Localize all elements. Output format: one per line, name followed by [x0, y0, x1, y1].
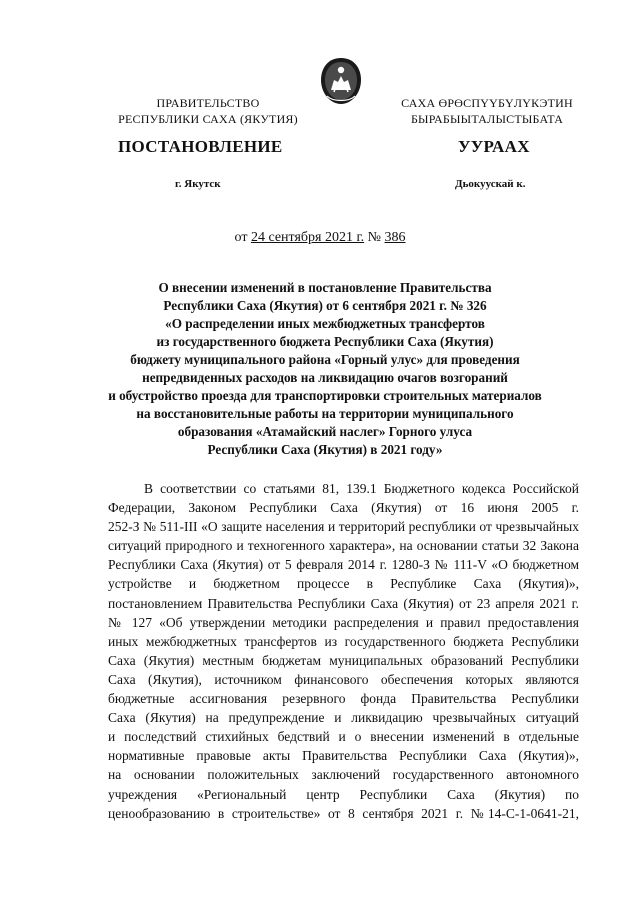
- title-line: Республики Саха (Якутия) от 6 сентября 2021 г. № 326: [163, 298, 487, 313]
- government-name-russian: [108, 95, 308, 127]
- org-line: БЫРАБЫЫТАЛЫСТЫБАТА: [410, 112, 564, 126]
- body-line: иных межбюджетных трансфертов из государственного бюджета Республики: [108, 633, 579, 649]
- body-line: нормативные правовые акты Правительства Республики Саха (Якутия)»,: [108, 748, 579, 764]
- title-line: из государственного бюджета Республики Саха (Якутия): [156, 334, 494, 349]
- body-line: на основании положительных заключений государственного автономного: [108, 767, 579, 783]
- body-line: № 127 «Об утверждении методики распределения и правил предоставления: [108, 614, 579, 630]
- body-line: и последствий стихийных бедствий и о внесении изменений в отдельные: [108, 729, 579, 745]
- body-line: Саха (Якутия) местным бюджетам муниципальных образований Республики: [108, 652, 579, 668]
- body-line: учреждения «Региональный центр Республики Саха (Якутия) по: [108, 786, 579, 802]
- body-line: бюджетные ассигнования резервного фонда Правительства Республики: [108, 691, 579, 707]
- document-type-russian: ПОСТАНОВЛЕНИЕ: [118, 137, 283, 156]
- org-line: РЕСПУБЛИКИ САХА (ЯКУТИЯ): [118, 112, 298, 126]
- body-line: Саха (Якутия) на предупреждение и ликвидацию чрезвычайных ситуаций: [108, 710, 579, 726]
- body-line: Саха (Якутия), источником финансового обеспечения которых являются: [108, 671, 579, 687]
- body-line: В соответствии со статьями 81, 139.1 Бюджетного кодекса Российской: [144, 481, 579, 496]
- body-line: Федерации, Законом Республики Саха (Якутия) от 16 июня 2005 г.: [108, 500, 579, 516]
- document-dateline: [0, 230, 640, 246]
- title-line: и обустройство проезда для транспортировки строительных материалов: [108, 388, 542, 403]
- body-line: ценообразованию в строительстве» от 8 сентября 2021 г. №14-С-1-0641-21,: [108, 805, 579, 821]
- document-type-sakha: УУРААХ: [458, 137, 530, 156]
- republic-emblem-icon: [318, 56, 364, 106]
- title-line: на восстановительные работы на территории муниципального: [136, 406, 514, 421]
- body-line: постановлением Правительства Республики Саха (Якутия) от 23 апреля 2021 г.: [108, 595, 579, 611]
- title-line: образования «Атамайский наслег» Горного улуса: [177, 424, 473, 439]
- document-number: 386: [384, 230, 406, 245]
- body-line: устройстве и бюджетном процессе в Республике Саха (Якутия)»,: [108, 576, 579, 592]
- city-sakha: Дьокуускай к.: [455, 178, 526, 190]
- document-title: [95, 279, 555, 459]
- org-line: ПРАВИТЕЛЬСТВО: [156, 96, 260, 110]
- title-line: Республики Саха (Якутия) в 2021 году»: [207, 442, 443, 457]
- title-line: «О распределении иных межбюджетных трансфертов: [165, 316, 485, 331]
- document-body: [108, 479, 579, 823]
- body-line: 252-З № 511-III «О защите населения и территорий республики от чрезвычайных: [108, 519, 579, 535]
- body-line: ситуаций природного и техногенного характера», на основании статьи 32 Закона: [108, 538, 579, 554]
- org-line: САХА ӨРӨСПҮҮБҮЛҮКЭТИН: [401, 96, 573, 110]
- city-russian: г. Якутск: [175, 178, 221, 190]
- title-line: бюджету муниципального района «Горный улус» для проведения: [130, 352, 520, 367]
- body-line: Республики Саха (Якутия) от 5 февраля 2014 г. 1280-З № 111-V «О бюджетном: [108, 557, 579, 573]
- number-sign: №: [367, 230, 381, 245]
- dateline-prefix: от: [234, 230, 248, 245]
- title-line: О внесении изменений в постановление Правительства: [158, 280, 492, 295]
- government-name-sakha: [382, 95, 592, 127]
- title-line: непредвиденных расходов на ликвидацию очагов возгораний: [142, 370, 508, 385]
- document-date: 24 сентября 2021 г.: [250, 230, 365, 245]
